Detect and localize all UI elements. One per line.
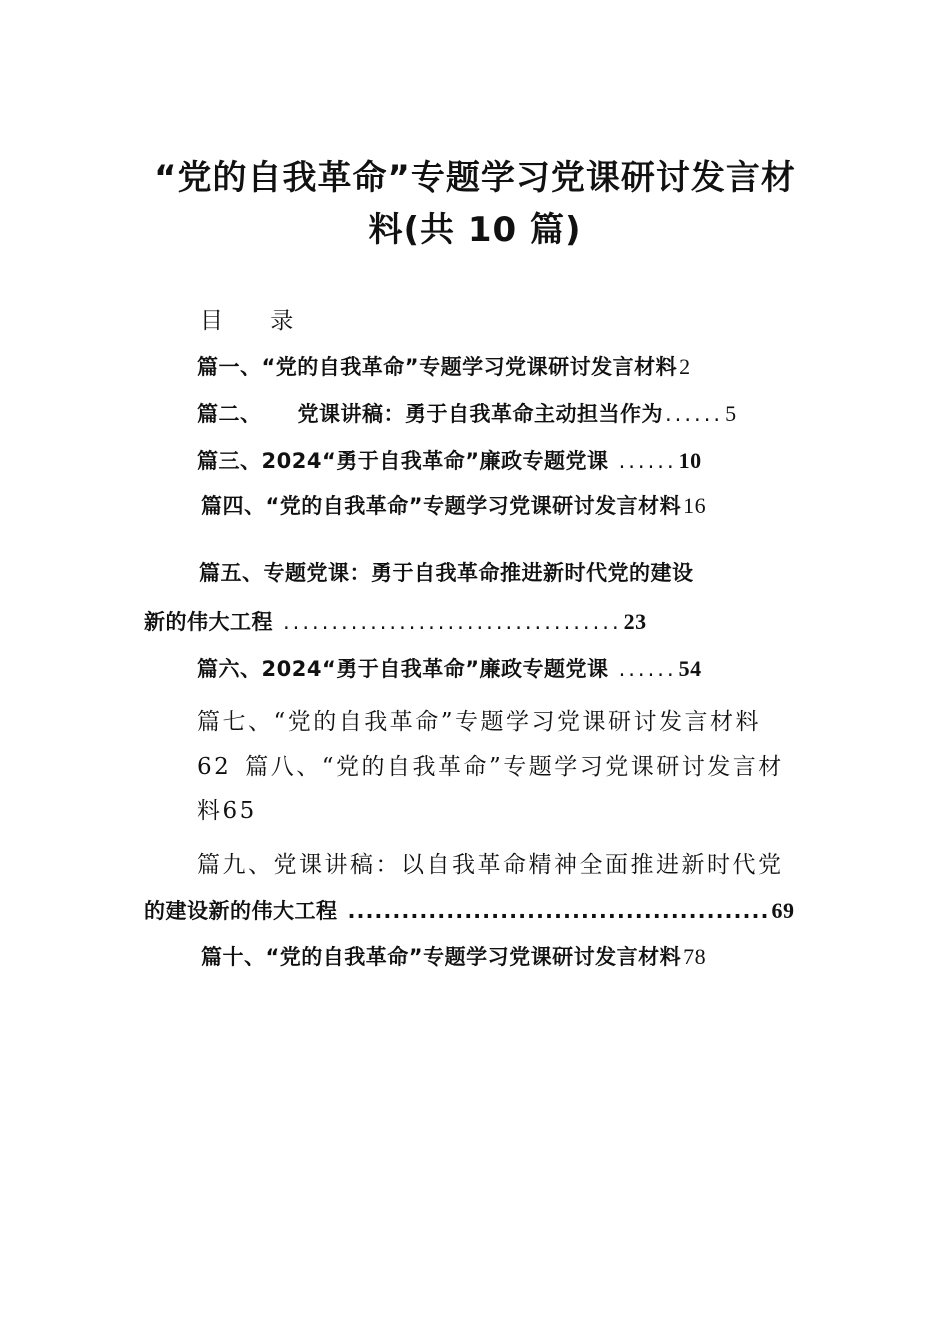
toc-entry-9-line-2[interactable] bbox=[144, 895, 794, 925]
toc-entry-label: 篇三、2024“勇于自我革命”廉政专题党课 bbox=[197, 449, 609, 473]
toc-entry-page: 23 bbox=[623, 609, 647, 634]
toc-entry-dots: ............................................... bbox=[347, 899, 770, 923]
toc-entry-prefix: 篇二、 bbox=[197, 402, 262, 426]
toc-entry-label: 篇六、2024“勇于自我革命”廉政专题党课 bbox=[197, 657, 609, 681]
document-title-line-2: 料(共 10 篇) bbox=[368, 210, 582, 250]
toc-entry-page: 16 bbox=[683, 493, 707, 518]
toc-entry-label: 篇一、“党的自我革命”专题学习党课研讨发言材料 bbox=[197, 355, 678, 379]
toc-entry-label: 篇九、党课讲稿：以自我革命精神全面推进新时代党 bbox=[197, 852, 784, 878]
toc-entry-7[interactable] bbox=[197, 703, 761, 736]
toc-entry-label: 的建设新的伟大工程 bbox=[144, 899, 338, 923]
toc-entry-label: 篇五、专题党课：勇于自我革命推进新时代党的建设 bbox=[199, 561, 694, 585]
toc-entry-page: 2 bbox=[679, 354, 691, 379]
toc-entry-page: 10 bbox=[678, 448, 702, 473]
toc-entry-dots: ................................... bbox=[283, 610, 622, 634]
toc-entry-label: 新的伟大工程 bbox=[144, 610, 273, 634]
toc-entry-7-page: 62 bbox=[197, 754, 232, 780]
document-title-line-1: “党的自我革命”专题学习党课研讨发言材 bbox=[154, 158, 796, 198]
toc-entry-2[interactable] bbox=[197, 398, 737, 428]
toc-entry-1[interactable] bbox=[197, 351, 691, 381]
toc-entry-label: 篇七、“党的自我革命”专题学习党课研讨发言材料 bbox=[197, 709, 762, 735]
toc-entry-5-line-2[interactable] bbox=[144, 606, 647, 636]
toc-entry-8-label: 篇八、“党的自我革命”专题学习党课研讨发言材 bbox=[245, 754, 784, 780]
toc-entry-9-line-1[interactable] bbox=[197, 846, 784, 879]
toc-entry-label: 篇十、“党的自我革命”专题学习党课研讨发言材料 bbox=[201, 945, 682, 969]
toc-entry-dots: ...... bbox=[618, 657, 677, 681]
toc-entry-8-line-2[interactable] bbox=[197, 792, 257, 825]
toc-heading: 目 录 bbox=[200, 308, 314, 334]
toc-entry-dots: ...... bbox=[665, 402, 724, 426]
toc-entry-page: 78 bbox=[683, 944, 707, 969]
toc-entry-page: 5 bbox=[725, 401, 737, 426]
toc-entry-4[interactable] bbox=[201, 490, 706, 520]
toc-entry-page: 54 bbox=[678, 656, 702, 681]
toc-entry-6[interactable] bbox=[197, 653, 702, 683]
toc-entry-label: 料 bbox=[197, 798, 223, 824]
toc-entry-dots: ...... bbox=[618, 449, 677, 473]
toc-entry-page: 65 bbox=[222, 798, 257, 824]
toc-entry-3[interactable] bbox=[197, 445, 702, 475]
toc-entry-5-line-1[interactable] bbox=[199, 557, 694, 587]
toc-entry-label: 篇四、“党的自我革命”专题学习党课研讨发言材料 bbox=[201, 494, 682, 518]
toc-entry-10[interactable] bbox=[201, 941, 706, 971]
toc-entry-label: 党课讲稿：勇于自我革命主动担当作为 bbox=[297, 402, 663, 426]
toc-entry-page: 69 bbox=[771, 898, 795, 923]
toc-entry-7-page-and-entry-8[interactable] bbox=[197, 748, 784, 781]
